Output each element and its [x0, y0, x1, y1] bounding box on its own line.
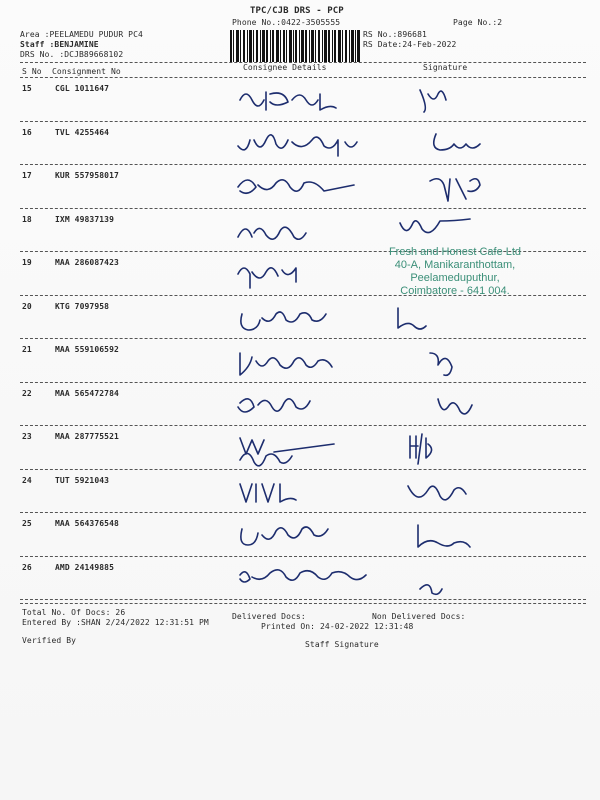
handwritten-consignee-signature — [230, 517, 570, 559]
row-sno: 21 — [22, 345, 32, 354]
header-rule-bottom — [20, 77, 586, 78]
row-divider — [20, 121, 586, 122]
row-divider — [20, 208, 586, 209]
column-header-consignment: Consignment No — [52, 67, 121, 76]
row-consignment-number: MAA 286087423 — [55, 258, 119, 267]
row-consignment-number: KUR 557958017 — [55, 171, 119, 180]
row-divider — [20, 469, 586, 470]
row-consignment-number: TVL 4255464 — [55, 127, 110, 137]
page-number: Page No.:2 — [453, 18, 503, 27]
row-consignment-number: MAA 559106592 — [55, 345, 119, 354]
column-header-sno: S No — [22, 67, 42, 76]
handwritten-consignee-signature — [230, 474, 570, 516]
row-divider — [20, 512, 586, 513]
row-sno: 19 — [22, 258, 32, 267]
row-consignment-number: CGL 1011647 — [55, 84, 110, 93]
row-divider — [20, 164, 586, 165]
row-consignment-number: AMD 24149885 — [55, 562, 114, 572]
verified-by: Verified By — [22, 636, 77, 645]
row-consignment-number: MAA 564376548 — [55, 519, 119, 528]
row-sno: 22 — [22, 388, 32, 398]
row-sno: 25 — [22, 519, 32, 528]
row-sno: 26 — [22, 562, 32, 572]
rs-date: RS Date:24-Feb-2022 — [363, 40, 457, 49]
row-sno: 17 — [22, 171, 32, 180]
row-sno: 16 — [22, 127, 32, 137]
row-consignment-number: TUT 5921043 — [55, 475, 110, 485]
row-consignment-number: MAA 565472784 — [55, 388, 119, 398]
row-divider — [20, 425, 586, 426]
row-sno: 20 — [22, 301, 32, 311]
delivered-docs: Delivered Docs: — [232, 612, 306, 621]
non-delivered-docs: Non Delivered Docs: — [372, 612, 466, 621]
handwritten-consignee-signature — [230, 169, 570, 211]
stamp-line-4: Coimbatore - 641 004. — [400, 285, 510, 297]
footer-rule — [20, 603, 586, 604]
handwritten-consignee-signature — [230, 387, 570, 429]
row-divider — [20, 599, 586, 600]
rs-number: RS No.:896681 — [363, 30, 427, 39]
row-sno: 18 — [22, 214, 32, 224]
document-title: TPC/CJB DRS - PCP — [250, 6, 344, 16]
row-consignment-number: IXM 49837139 — [55, 214, 114, 224]
stamp-line-3: Peelameduputhur, — [410, 272, 500, 284]
column-header-signature: Signature — [423, 63, 468, 72]
stamp-line-2: 40-A, Manikaranthottam, — [394, 259, 516, 271]
handwritten-consignee-signature — [230, 343, 570, 385]
drs-number: DRS No. :DCJB89668102 — [20, 50, 124, 59]
handwritten-consignee-signature — [230, 561, 570, 603]
stamp-line-1: Fresh and Honest Cafe Ltd — [388, 246, 522, 258]
staff-label: Staff :BENJAMINE — [20, 40, 99, 49]
row-divider — [20, 338, 586, 339]
staff-signature-label: Staff Signature — [305, 640, 379, 649]
row-consignment-number: MAA 287775521 — [55, 432, 119, 441]
handwritten-consignee-signature — [230, 126, 570, 168]
row-sno: 24 — [22, 475, 32, 485]
total-docs: Total No. Of Docs: 26 — [22, 608, 126, 617]
row-divider — [20, 556, 586, 557]
phone-number: Phone No.:0422-3505555 — [232, 18, 341, 27]
row-divider — [20, 382, 586, 383]
row-sno: 15 — [22, 84, 32, 93]
row-consignment-number: KTG 7097958 — [55, 301, 110, 311]
printed-on: Printed On: 24-02-2022 12:31:48 — [261, 622, 414, 631]
area-label: Area :PEELAMEDU PUDUR PC4 — [20, 30, 143, 39]
company-stamp — [355, 246, 555, 306]
handwritten-consignee-signature — [230, 82, 570, 124]
row-sno: 23 — [22, 432, 32, 441]
handwritten-consignee-signature — [230, 430, 570, 472]
column-header-consignee: Consignee Details — [243, 63, 327, 72]
barcode-image — [230, 30, 360, 62]
entered-by: Entered By :SHAN 2/24/2022 12:31:51 PM — [22, 618, 209, 627]
